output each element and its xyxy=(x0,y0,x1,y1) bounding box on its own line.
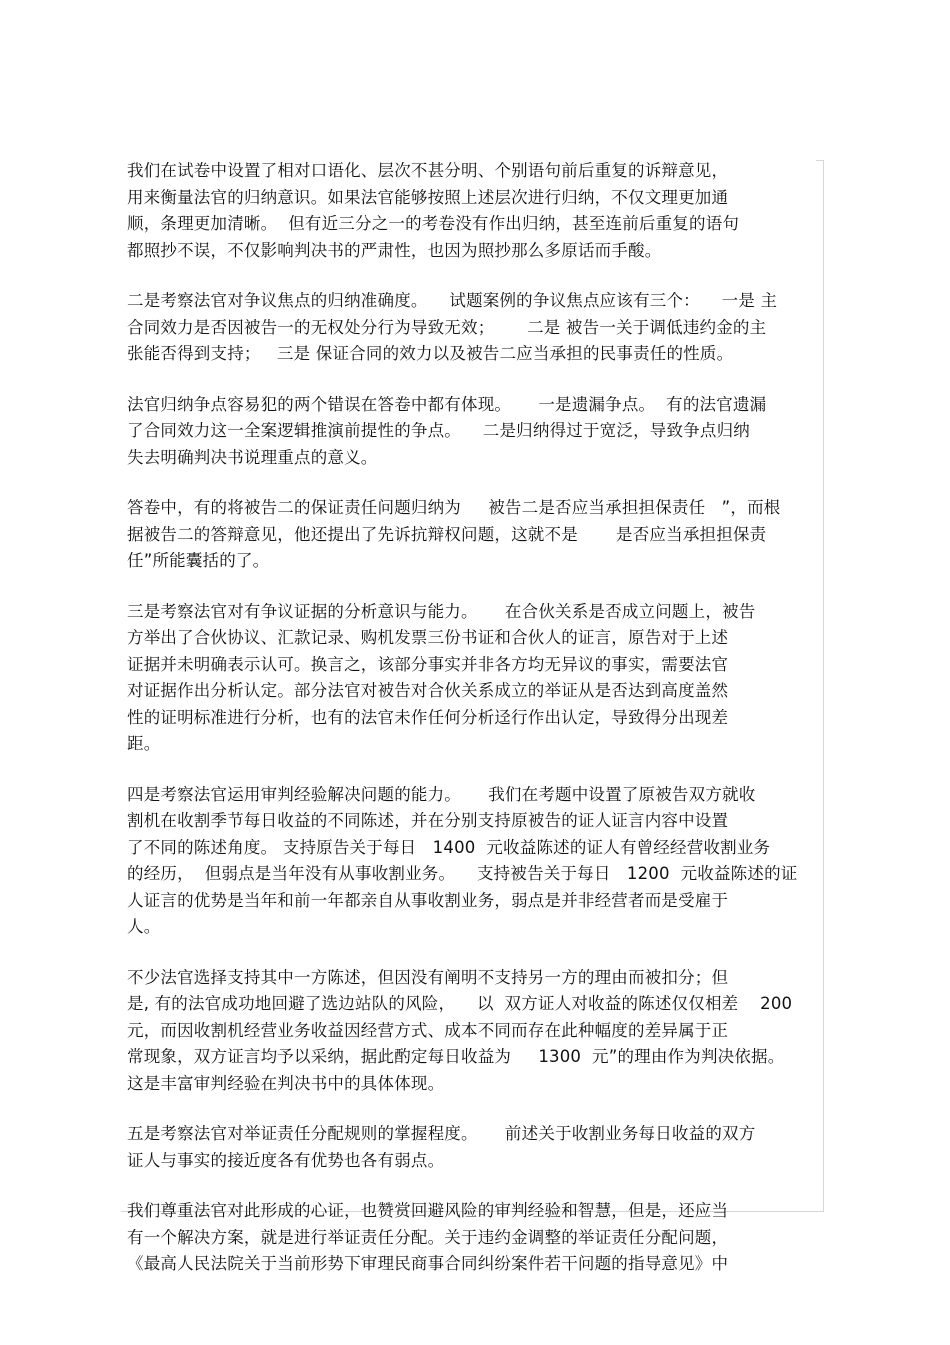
text-line: 四是考察法官运用审判经验解决问题的能力。 我们在考题中设置了原被告双方就收 xyxy=(127,784,756,804)
text-line: 用来衡量法官的归纳意识。如果法官能够按照上述层次进行归纳，不仅文理更加通 xyxy=(127,187,729,207)
paragraph xyxy=(127,495,827,575)
paragraph-gap xyxy=(127,1097,827,1121)
text-line: 元，而因收割机经营业务收益因经营方式、成本不同而存在此种幅度的差异属于正 xyxy=(127,1020,729,1040)
text-line: 失去明确判决书说理重点的意义。 xyxy=(127,447,378,467)
text-line: 的经历， 但弱点是当年没有从事收割业务。 支持被告关于每日 1200 元收益陈述的证 xyxy=(127,864,798,883)
text-line: 任”所能囊括的了。 xyxy=(127,551,270,570)
paragraph xyxy=(127,782,827,941)
paragraph xyxy=(127,1121,827,1174)
paragraph xyxy=(127,288,827,368)
text-line: 张能否得到支持； 三是 保证合同的效力以及被告二应当承担的民事责任的性质。 xyxy=(127,344,734,363)
text-line: 不少法官选择支持其中一方陈述，但因没有阐明不支持另一方的理由而被扣分；但 xyxy=(127,967,729,987)
document-body xyxy=(127,158,827,1278)
text-line: 三是考察法官对有争议证据的分析意识与能力。 在合伙关系是否成立问题上，被告 xyxy=(127,601,756,621)
text-line: 证据并未明确表示认可。换言之，该部分事实并非各方均无异议的事实，需要法官 xyxy=(127,654,729,674)
text-line: 性的证明标准进行分析，也有的法官未作任何分析迳行作出认定，导致得分出现差 xyxy=(127,707,729,727)
text-line: 五是考察法官对举证责任分配规则的掌握程度。 前述关于收割业务每日收益的双方 xyxy=(127,1124,756,1143)
paragraph xyxy=(127,1198,827,1278)
text-line: 人。 xyxy=(127,917,161,936)
text-line: 据被告二的答辩意见，他还提出了先诉抗辩权问题，这就不是 是否应当承担担保责 xyxy=(127,524,767,544)
paragraph-gap xyxy=(127,264,827,288)
paragraph xyxy=(127,158,827,264)
text-line: 都照抄不误，不仅影响判决书的严肃性，也因为照抄那么多原话而手酸。 xyxy=(127,240,662,260)
text-line: 我们尊重法官对此形成的心证，也赞赏回避风险的审判经验和智慧，但是，还应当 xyxy=(127,1201,729,1220)
paragraph xyxy=(127,599,827,758)
text-line: 常现象，双方证言均予以采纳，据此酌定每日收益为 1300 元”的理由作为判决依据。 xyxy=(127,1047,785,1066)
text-line: 顺，条理更加清晰。 但有近三分之一的考卷没有作出归纳，甚至连前后重复的语句 xyxy=(127,214,740,233)
paragraph xyxy=(127,965,827,1098)
text-line: 《最高人民法院关于当前形势下审理民商事合同纠纷案件若干问题的指导意见》中 xyxy=(127,1254,729,1273)
paragraph xyxy=(127,392,827,472)
paragraph-gap xyxy=(127,1174,827,1198)
text-line: 答卷中，有的将被告二的保证责任问题归纳为 被告二是否应当承担担保责任 ”，而根 xyxy=(127,498,781,517)
text-line: 我们在试卷中设置了相对口语化、层次不甚分明、个别语句前后重复的诉辩意见， xyxy=(127,161,729,180)
text-line: 有一个解决方案，就是进行举证责任分配。关于违约金调整的举证责任分配问题， xyxy=(127,1227,729,1247)
text-line: 了合同效力这一全案逻辑推演前提性的争点。 二是归纳得过于宽泛，导致争点归纳 xyxy=(127,421,750,440)
text-line: 这是丰富审判经验在判决书中的具体体现。 xyxy=(127,1073,445,1093)
text-line: 二是考察法官对争议焦点的归纳准确度。 试题案例的争议焦点应该有三个： 一是 主 xyxy=(127,291,778,310)
text-line: 证人与事实的接近度各有优势也各有弱点。 xyxy=(127,1150,445,1170)
text-line: 割机在收割季节每日收益的不同陈述，并在分别支持原被告的证人证言内容中设置 xyxy=(127,811,729,830)
paragraph-gap xyxy=(127,941,827,965)
text-line: 人证言的优势是当年和前一年都亲自从事收割业务，弱点是并非经营者而是受雇于 xyxy=(127,890,729,910)
paragraph-gap xyxy=(127,758,827,782)
text-line: 方举出了合伙协议、汇款记录、购机发票三份书证和合伙人的证言，原告对于上述 xyxy=(127,628,729,647)
text-line: 距。 xyxy=(127,734,161,753)
text-line: 合同效力是否因被告一的无权处分行为导致无效； 二是 被告一关于调低违约金的主 xyxy=(127,317,767,337)
text-line: 对证据作出分析认定。部分法官对被告对合伙关系成立的举证从是否达到高度盖然 xyxy=(127,681,729,700)
text-line: 法官归纳争点容易犯的两个错误在答卷中都有体现。 一是遗漏争点。 有的法官遗漏 xyxy=(127,394,767,414)
text-line: 了不同的陈述角度。 支持原告关于每日 1400 元收益陈述的证人有曾经经营收割业务 xyxy=(127,837,771,857)
paragraph-gap xyxy=(127,575,827,599)
paragraph-gap xyxy=(127,471,827,495)
text-line: 是, 有的法官成功地回避了选边站队的风险， 以 双方证人对收益的陈述仅仅相差 200 xyxy=(127,994,793,1013)
paragraph-gap xyxy=(127,368,827,392)
